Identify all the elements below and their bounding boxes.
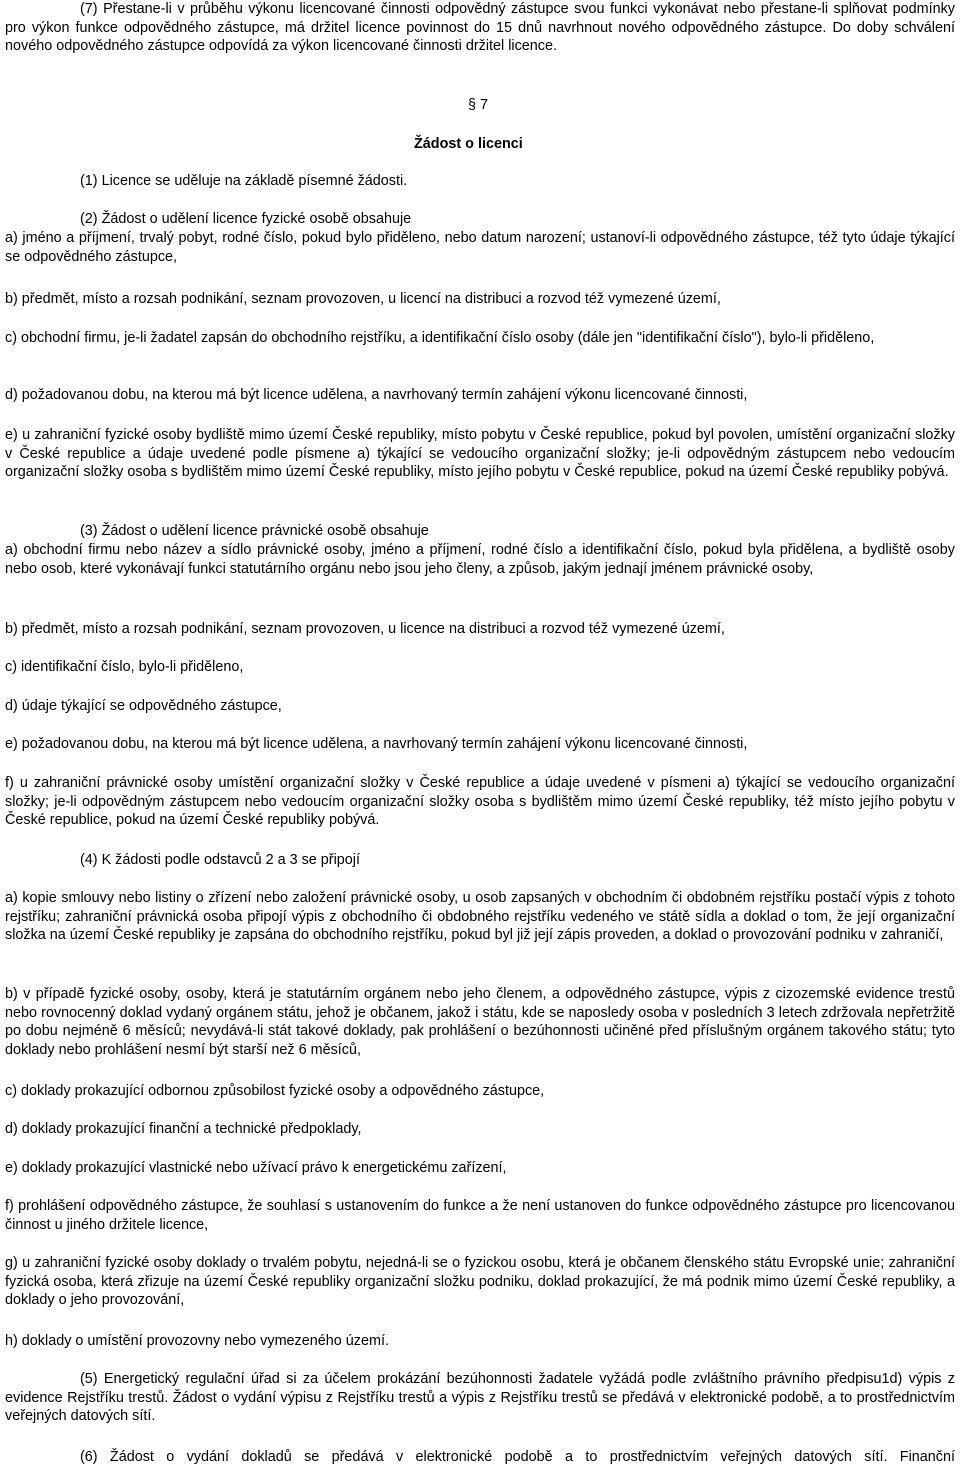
paragraph-4-item-g: g) u zahraniční fyzické osoby doklady o trvalém pobytu, nejedná-li se o fyzickou osobu, která je občanem členského státu Evropské unie; zahraniční fyzická osoba, která zřizuje na území České republiky organizační složku podniku, doklad prokazující, že má podnik mimo území České republiky, a doklady o jeho provozování, <box>5 1255 955 1308</box>
paragraph-3-item-e: e) požadovanou dobu, na kterou má být licence udělena, a navrhovaný termín zahájení výkonu licencované činnosti, <box>5 736 748 752</box>
paragraph-4-item-c: c) doklady prokazující odbornou způsobilost fyzické osoby a odpovědného zástupce, <box>5 1083 545 1099</box>
paragraph-3-item-a: a) obchodní firmu nebo název a sídlo právnické osoby, jméno a příjmení, rodné číslo a identifikační číslo, pokud byla přidělena, a bydliště osoby nebo osob, které vykonávají funkci statutárního orgánu nebo jsou jeho členy, a způsob, jakým jednají jménem právnické osoby, <box>5 542 955 577</box>
section-heading: Žádost o licenci <box>414 136 523 152</box>
paragraph-4-item-a: a) kopie smlouvy nebo listiny o zřízení nebo založení právnické osoby, u osob zapsaných v obchodním či obdobném rejstříku postačí výpis z tohoto rejstříku; zahraniční právnická osoba připojí výpis z obchodního či obdobného rejstříku vedeného ve státě sídla a doklad o tom, že její organizační složka na území České republiky je zapsána do obchodního rejstříku, pokud byl již její zápis proveden, a doklad o provozování podniku v zahraničí, <box>5 890 955 943</box>
section-number: § 7 <box>468 97 489 113</box>
paragraph-5: (5) Energetický regulační úřad si za účelem prokázání bezúhonnosti žadatele vyžádá podle zvláštního právního předpisu1d) výpis z evidence Rejstříku trestů. Žádost o vydání výpisu z Rejstříku trestů a výpis z Rejstříku trestů se předává v elektronické podobě, a to prostřednictvím veřejných datových sítí. <box>5 1371 955 1424</box>
paragraph-4-item-h: h) doklady o umístění provozovny nebo vymezeného území. <box>5 1333 389 1349</box>
paragraph-3-item-b: b) předmět, místo a rozsah podnikání, seznam provozoven, u licence na distribuci a rozvod též vymezené území, <box>5 621 725 637</box>
paragraph-3: (3) Žádost o udělení licence právnické osobě obsahuje <box>80 523 429 539</box>
paragraph-4-item-f: f) prohlášení odpovědného zástupce, že souhlasí s ustanovením do funkce a že není ustanoven do funkce odpovědného zástupce pro licencovanou činnost u jiného držitele licence, <box>5 1198 955 1233</box>
paragraph-4-item-d: d) doklady prokazující finanční a technické předpoklady, <box>5 1121 362 1137</box>
paragraph-2-item-b: b) předmět, místo a rozsah podnikání, seznam provozoven, u licencí na distribuci a rozvod též vymezené území, <box>5 291 721 307</box>
paragraph-3-item-d: d) údaje týkající se odpovědného zástupce, <box>5 698 282 714</box>
paragraph-2-item-c: c) obchodní firmu, je-li žadatel zapsán do obchodního rejstříku, a identifikační číslo osoby (dále jen "identifikační číslo"), bylo-li přiděleno, <box>5 330 875 346</box>
paragraph-1: (1) Licence se uděluje na základě písemné žádosti. <box>80 173 408 189</box>
paragraph-6: (6) Žádost o vydání dokladů se předává v elektronické podobě a to prostřednictvím veřejných datových sítí. Finanční <box>80 1449 955 1465</box>
paragraph-2-item-d: d) požadovanou dobu, na kterou má být licence udělena, a navrhovaný termín zahájení výkonu licencované činnosti, <box>5 387 748 403</box>
paragraph-7-previous: (7) Přestane-li v průběhu výkonu licencované činnosti odpovědný zástupce svou funkci vykonávat nebo přestane-li splňovat podmínky pro výkon funkce odpovědného zástupce, má držitel licence povinnost do 15 dnů navrhnout nového odpovědného zástupce. Do doby schválení nového odpovědného zástupce odpovídá za výkon licencované činnosti držitel licence. <box>5 1 955 54</box>
paragraph-3-item-f: f) u zahraniční právnické osoby umístění organizační složky v České republice a údaje uvedené v písmeni a) týkající se vedoucího organizační složky; je-li odpovědným zástupcem nebo vedoucím organizační složky osoba s bydlištěm mimo území České republiky, též místo jejího pobytu v České republice, pokud na území České republiky pobývá. <box>5 775 955 828</box>
paragraph-4-item-b: b) v případě fyzické osoby, osoby, která je statutárním orgánem nebo jeho členem, a odpovědného zástupce, výpis z cizozemské evidence trestů nebo rovnocenný doklad vydaný orgánem státu, jehož je občanem, jakož i státu, kde se naposledy osoba v posledních 3 letech zdržovala nepřetržitě po dobu nejméně 6 měsíců; nevydává-li stát takové doklady, pak prohlášení o bezúhonnosti učiněné před příslušným orgánem takového státu; tyto doklady nebo prohlášení nesmí být starší než 6 měsíců, <box>5 986 955 1058</box>
paragraph-3-item-c: c) identifikační číslo, bylo-li přiděleno, <box>5 659 244 675</box>
paragraph-2-item-a: a) jméno a příjmení, trvalý pobyt, rodné číslo, pokud bylo přiděleno, nebo datum narození; ustanoví-li odpovědného zástupce, též tyto údaje týkající se odpovědného zástupce, <box>5 230 955 265</box>
paragraph-2-item-e: e) u zahraniční fyzické osoby bydliště mimo území České republiky, místo pobytu v České republice, pokud byl povolen, umístění organizační složky v České republice a údaje uvedené podle písmene a) týkající se vedoucího organizační složky; je-li odpovědným zástupcem nebo vedoucím organizační složky osoba s bydlištěm mimo území České republiky, místo jejího pobytu v České republice, pokud na území České republiky pobývá. <box>5 427 955 480</box>
paragraph-2: (2) Žádost o udělení licence fyzické osobě obsahuje <box>80 211 412 227</box>
paragraph-4-item-e: e) doklady prokazující vlastnické nebo užívací právo k energetickému zařízení, <box>5 1160 507 1176</box>
paragraph-4: (4) K žádosti podle odstavců 2 a 3 se připojí <box>80 852 360 868</box>
